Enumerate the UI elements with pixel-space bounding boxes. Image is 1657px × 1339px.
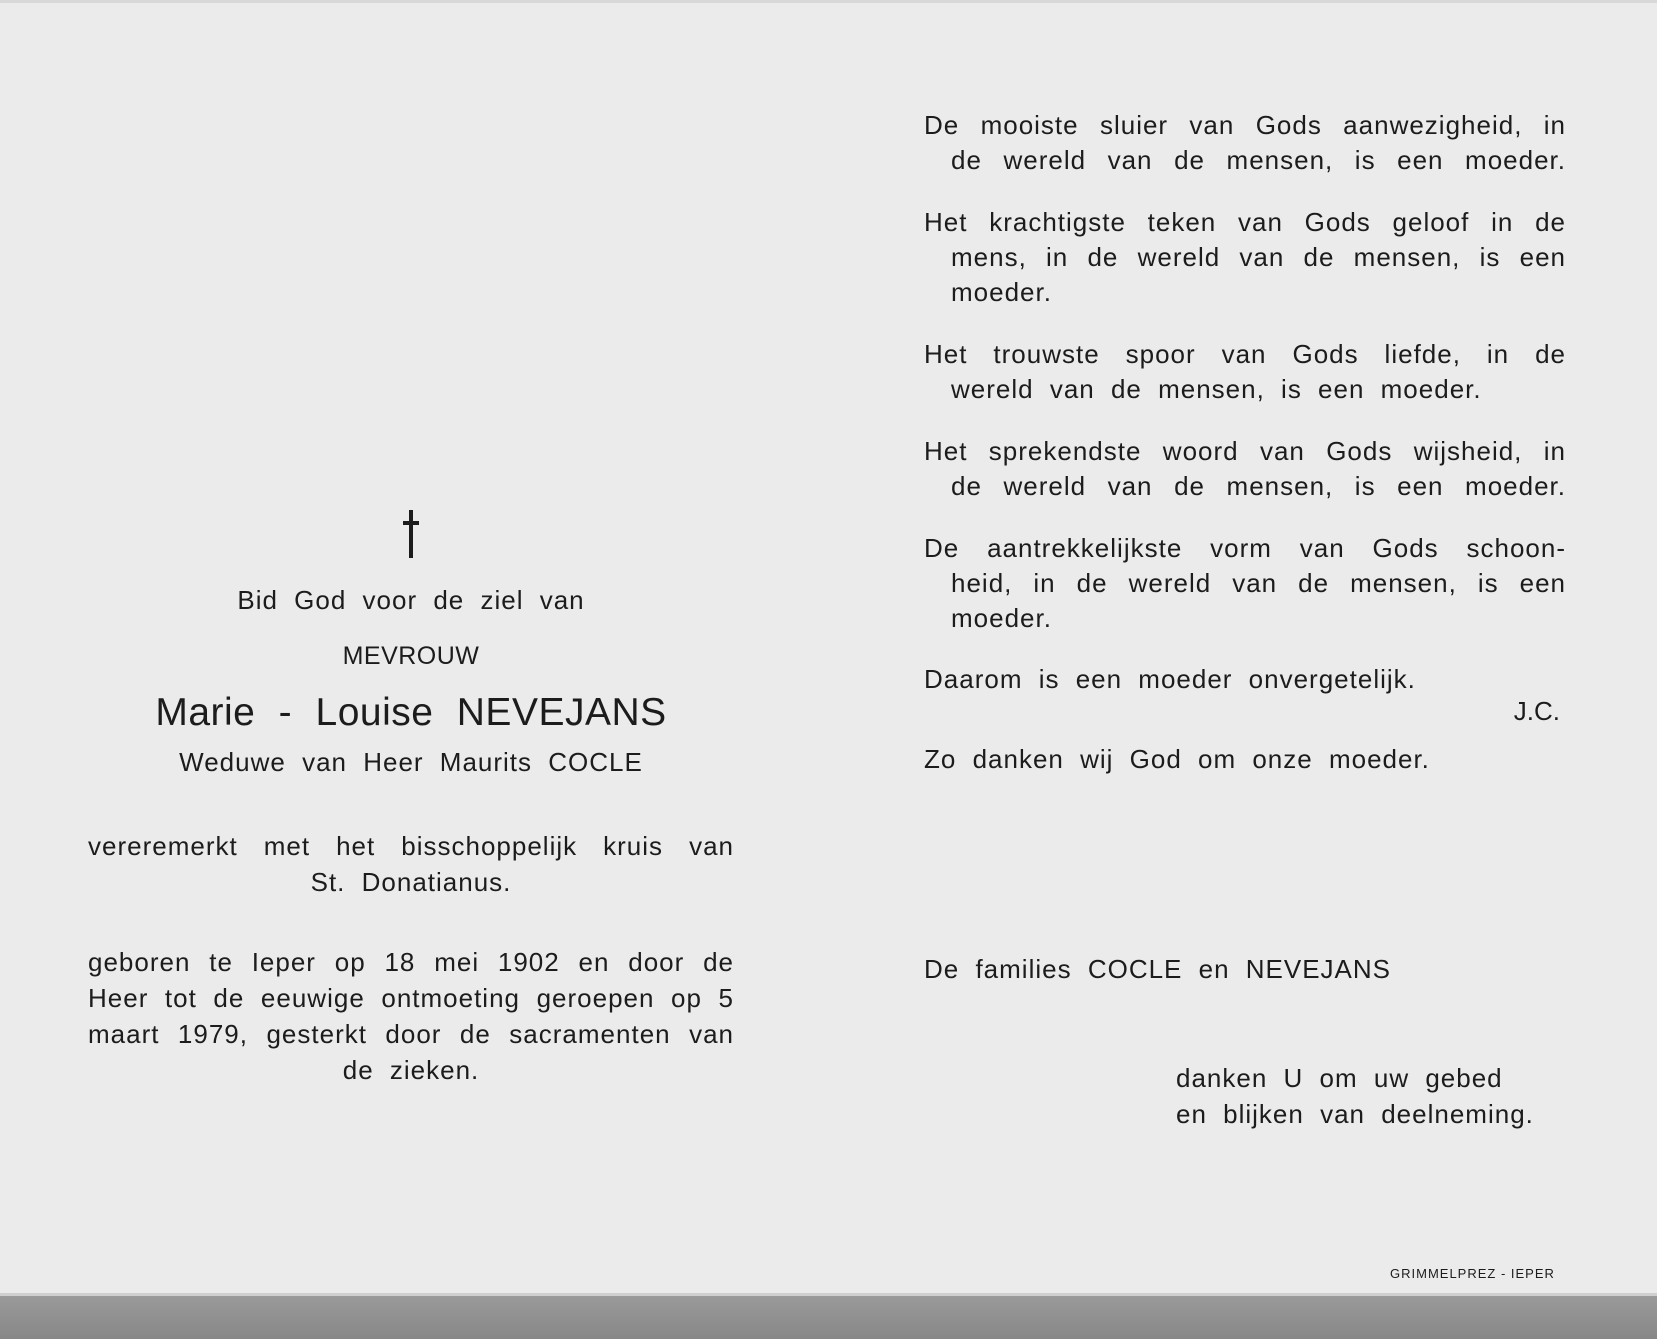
- widow-line: Weduwe van Heer Maurits COCLE: [179, 747, 643, 777]
- thanks-line: en blijken van deelneming.: [1176, 1099, 1534, 1129]
- honor-paragraph: vereremerkt met het bisschoppelijk kruis van St. Donatianus.: [88, 831, 734, 897]
- poem-stanza-1: [924, 108, 1566, 178]
- stanza-line: heid, in de wereld van de mensen, is een: [951, 568, 1566, 598]
- stanza-line: De aantrekkelijkste vorm van Gods schoon-: [924, 533, 1566, 563]
- stanza-line: Het krachtigste teken van Gods geloof in de: [924, 207, 1566, 237]
- honorific: MEVROUW: [342, 642, 480, 670]
- author-initials: J.C.: [1513, 696, 1560, 726]
- stanza-line: de wereld van de mensen, is een moeder.: [951, 145, 1566, 175]
- cross-icon: [88, 510, 734, 570]
- prayer-line: Bid God voor de ziel van: [237, 585, 585, 615]
- top-edge: [0, 0, 1657, 3]
- scan-background: [0, 1296, 1657, 1339]
- deceased-name: Marie - Louise NEVEJANS: [155, 691, 667, 734]
- stanza-line: mens, in de wereld van de mensen, is een: [951, 242, 1566, 272]
- life-paragraph: geboren te Ieper op 18 mei 1902 en door de Heer tot de eeuwige ontmoeting geroepen op 5 maart 1979, gesterkt door de sacramenten van de zieken.: [88, 947, 734, 1085]
- gratitude-line: Zo danken wij God om onze moeder.: [924, 744, 1430, 774]
- stanza-line: Het trouwste spoor van Gods liefde, in de: [924, 339, 1566, 369]
- stanza-line: moeder.: [951, 603, 1052, 633]
- stanza-line: de wereld van de mensen, is een moeder.: [951, 471, 1566, 501]
- poem-conclusion: Daarom is een moeder onvergetelijk.: [924, 664, 1416, 694]
- stanza-line: De mooiste sluier van Gods aanwezigheid, in: [924, 110, 1566, 140]
- right-panel: [924, 108, 1566, 775]
- families-line: De families COCLE en NEVEJANS: [924, 954, 1392, 984]
- left-panel: [88, 510, 734, 1088]
- stanza-line: moeder.: [951, 277, 1052, 307]
- printer-imprint: GRIMMELPREZ - IEPER: [1390, 1266, 1555, 1281]
- thanks-line: danken U om uw gebed: [1176, 1063, 1503, 1093]
- poem-stanza-4: [924, 434, 1566, 504]
- poem-stanza-3: [924, 337, 1566, 407]
- poem-stanza-5: [924, 531, 1566, 636]
- stanza-line: wereld van de mensen, is een moeder.: [951, 374, 1482, 404]
- thanks-block: [1176, 1060, 1534, 1132]
- stanza-line: Het sprekendste woord van Gods wijsheid, in: [924, 436, 1566, 466]
- poem-stanza-2: [924, 205, 1566, 310]
